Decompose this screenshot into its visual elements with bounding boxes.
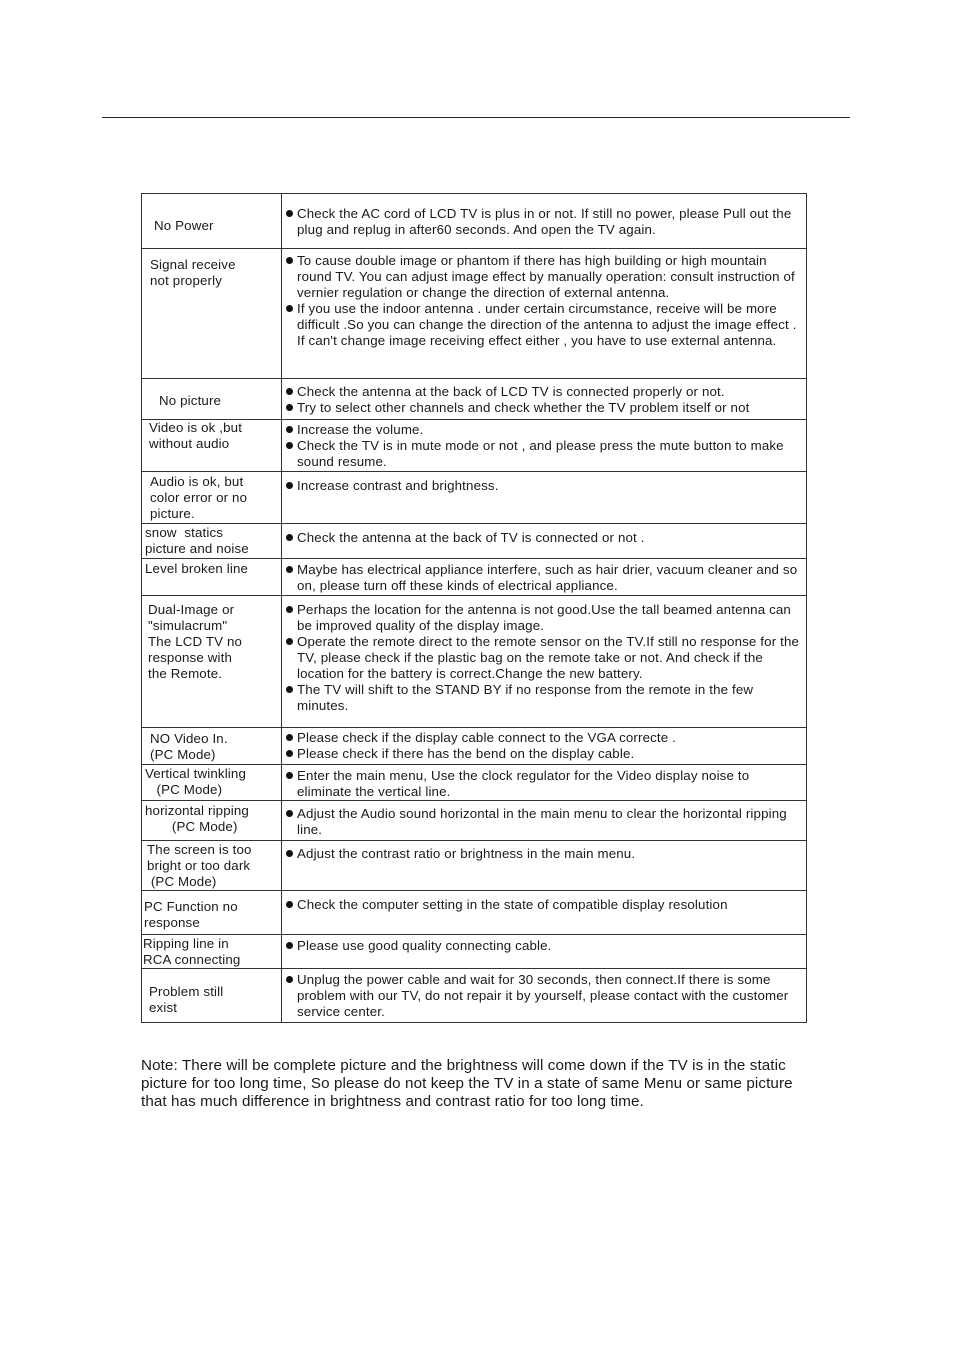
problem-label: Ripping line in RCA connecting — [143, 936, 241, 967]
bullet-icon — [286, 750, 293, 757]
solution-item — [284, 422, 804, 438]
solution-cell — [282, 249, 807, 379]
bullet-icon — [286, 566, 293, 573]
solution-cell — [282, 379, 807, 420]
solution-text: Adjust the Audio sound horizontal in the main menu to clear the horizontal ripping line. — [297, 806, 787, 837]
solution-cell — [282, 891, 807, 935]
problem-label: Level broken line — [145, 561, 249, 576]
solution-item — [284, 634, 804, 682]
table-row — [142, 596, 807, 728]
table-row — [142, 472, 807, 524]
problem-cell — [142, 801, 282, 841]
solution-item — [284, 846, 804, 862]
problem-cell — [142, 379, 282, 420]
bullet-icon — [286, 606, 293, 613]
table-row — [142, 420, 807, 472]
solution-cell — [282, 728, 807, 765]
bullet-icon — [286, 210, 293, 217]
solution-text: Try to select other channels and check whether the TV problem itself or not — [297, 400, 750, 415]
note-paragraph: Note: There will be complete picture and the brightness will come down if the TV is in the static picture for too long time, So please do not keep the TV in a state of same Menu or same picture that has much difference in brightness and contrast ratio for too long time. — [141, 1057, 793, 1111]
solution-item — [284, 897, 804, 913]
table-row — [142, 765, 807, 801]
solution-item — [284, 806, 804, 838]
problem-cell — [142, 765, 282, 801]
table-row — [142, 841, 807, 891]
problem-label: snow statics picture and noise — [145, 525, 249, 556]
solution-item — [284, 530, 804, 546]
problem-cell — [142, 841, 282, 891]
bullet-icon — [286, 810, 293, 817]
problem-cell — [142, 420, 282, 472]
bullet-icon — [286, 638, 293, 645]
problem-label: horizontal ripping (PC Mode) — [145, 803, 249, 834]
troubleshooting-table — [141, 193, 807, 1023]
solution-item — [284, 746, 804, 762]
table-row — [142, 524, 807, 559]
solution-item — [284, 602, 804, 634]
problem-label: Video is ok ,but without audio — [149, 420, 243, 451]
problem-cell — [142, 249, 282, 379]
solution-text: Maybe has electrical appliance interfere, such as hair drier, vacuum cleaner and so on, please turn off these kinds of electrical appliance. — [297, 562, 798, 593]
problem-cell — [142, 728, 282, 765]
solution-item — [284, 682, 804, 714]
bullet-icon — [286, 901, 293, 908]
solution-text: Check the computer setting in the state of compatible display resolution — [297, 897, 728, 912]
solution-text: Increase the volume. — [297, 422, 424, 437]
solution-text: Enter the main menu, Use the clock regulator for the Video display noise to eliminate the vertical line. — [297, 768, 750, 799]
solution-text: To cause double image or phantom if there has high building or high mountain round TV. You can adjust image effect by manually operation: consult instruction of vernier regulation or change the direction of external antenna. — [297, 253, 795, 300]
solution-item — [284, 301, 804, 349]
bullet-icon — [286, 482, 293, 489]
troubleshooting-table-body — [142, 194, 807, 1023]
bullet-icon — [286, 442, 293, 449]
bullet-icon — [286, 734, 293, 741]
problem-cell — [142, 935, 282, 969]
solution-item — [284, 730, 804, 746]
solution-text: Adjust the contrast ratio or brightness in the main menu. — [297, 846, 636, 861]
table-row — [142, 935, 807, 969]
table-row — [142, 728, 807, 765]
solution-cell — [282, 472, 807, 524]
problem-cell — [142, 524, 282, 559]
solution-text: Perhaps the location for the antenna is not good.Use the tall beamed antenna can be improved quality of the display image. — [297, 602, 791, 633]
solution-cell — [282, 969, 807, 1023]
bullet-icon — [286, 426, 293, 433]
solution-cell — [282, 801, 807, 841]
table-row — [142, 891, 807, 935]
table-row — [142, 559, 807, 596]
solution-item — [284, 972, 804, 1020]
problem-cell — [142, 472, 282, 524]
solution-cell — [282, 596, 807, 728]
solution-cell — [282, 420, 807, 472]
solution-item — [284, 438, 804, 470]
solution-item — [284, 938, 804, 954]
solution-text: Check the antenna at the back of LCD TV is connected properly or not. — [297, 384, 725, 399]
table-row — [142, 969, 807, 1023]
solution-item — [284, 253, 804, 301]
problem-label: No picture — [159, 393, 222, 408]
solution-text: Please check if the display cable connect to the VGA correcte . — [297, 730, 677, 745]
problem-label: Vertical twinkling (PC Mode) — [145, 766, 246, 797]
bullet-icon — [286, 388, 293, 395]
problem-label: Signal receive not properly — [150, 257, 236, 288]
problem-cell — [142, 891, 282, 935]
solution-text: Please use good quality connecting cable. — [297, 938, 552, 953]
problem-label: The screen is too bright or too dark (PC Mode) — [147, 842, 252, 889]
problem-cell — [142, 969, 282, 1023]
solution-text: Check the antenna at the back of TV is connected or not . — [297, 530, 645, 545]
solution-item — [284, 562, 804, 594]
problem-label: NO Video In. (PC Mode) — [150, 731, 228, 762]
solution-cell — [282, 524, 807, 559]
solution-cell — [282, 559, 807, 596]
solution-item — [284, 768, 804, 800]
bullet-icon — [286, 686, 293, 693]
solution-item — [284, 384, 804, 400]
header-rule — [102, 117, 850, 118]
solution-text: Check the AC cord of LCD TV is plus in or not. If still no power, please Pull out the plug and replug in after60 seconds. And open the TV again. — [297, 206, 792, 237]
problem-cell — [142, 559, 282, 596]
solution-cell — [282, 194, 807, 249]
solution-cell — [282, 765, 807, 801]
solution-text: Please check if there has the bend on the display cable. — [297, 746, 635, 761]
problem-label: No Power — [154, 218, 214, 233]
bullet-icon — [286, 942, 293, 949]
solution-text: Increase contrast and brightness. — [297, 478, 499, 493]
bullet-icon — [286, 772, 293, 779]
solution-cell — [282, 935, 807, 969]
table-row — [142, 194, 807, 249]
bullet-icon — [286, 257, 293, 264]
problem-cell — [142, 194, 282, 249]
problem-label: PC Function no response — [144, 899, 238, 930]
table-row — [142, 249, 807, 379]
solution-item — [284, 400, 804, 416]
solution-cell — [282, 841, 807, 891]
bullet-icon — [286, 976, 293, 983]
solution-text: Check the TV is in mute mode or not , and please press the mute button to make sound resume. — [297, 438, 784, 469]
solution-item — [284, 206, 804, 238]
bullet-icon — [286, 534, 293, 541]
bullet-icon — [286, 305, 293, 312]
table-row — [142, 801, 807, 841]
table-row — [142, 379, 807, 420]
bullet-icon — [286, 850, 293, 857]
solution-item — [284, 478, 804, 494]
problem-label: Problem still exist — [149, 984, 224, 1015]
bullet-icon — [286, 404, 293, 411]
solution-text: If you use the indoor antenna . under certain circumstance, receive will be more difficult .So you can change the direction of the antenna to adjust the image effect . If can't change image receiving effect either , you have to use external antenna. — [297, 301, 797, 348]
problem-cell — [142, 596, 282, 728]
problem-label: Dual-Image or "simulacrum" The LCD TV no response with the Remote. — [148, 602, 243, 681]
problem-label: Audio is ok, but color error or no picture. — [150, 474, 248, 521]
solution-text: Unplug the power cable and wait for 30 seconds, then connect.If there is some problem with our TV, do not repair it by yourself, please contact with the customer service center. — [297, 972, 789, 1019]
solution-text: The TV will shift to the STAND BY if no response from the remote in the few minutes. — [297, 682, 754, 713]
solution-text: Operate the remote direct to the remote sensor on the TV.If still no response for the TV, please check if the plastic bag on the remote take or not. And check if the location for the battery is correct.Change the new battery. — [297, 634, 800, 681]
